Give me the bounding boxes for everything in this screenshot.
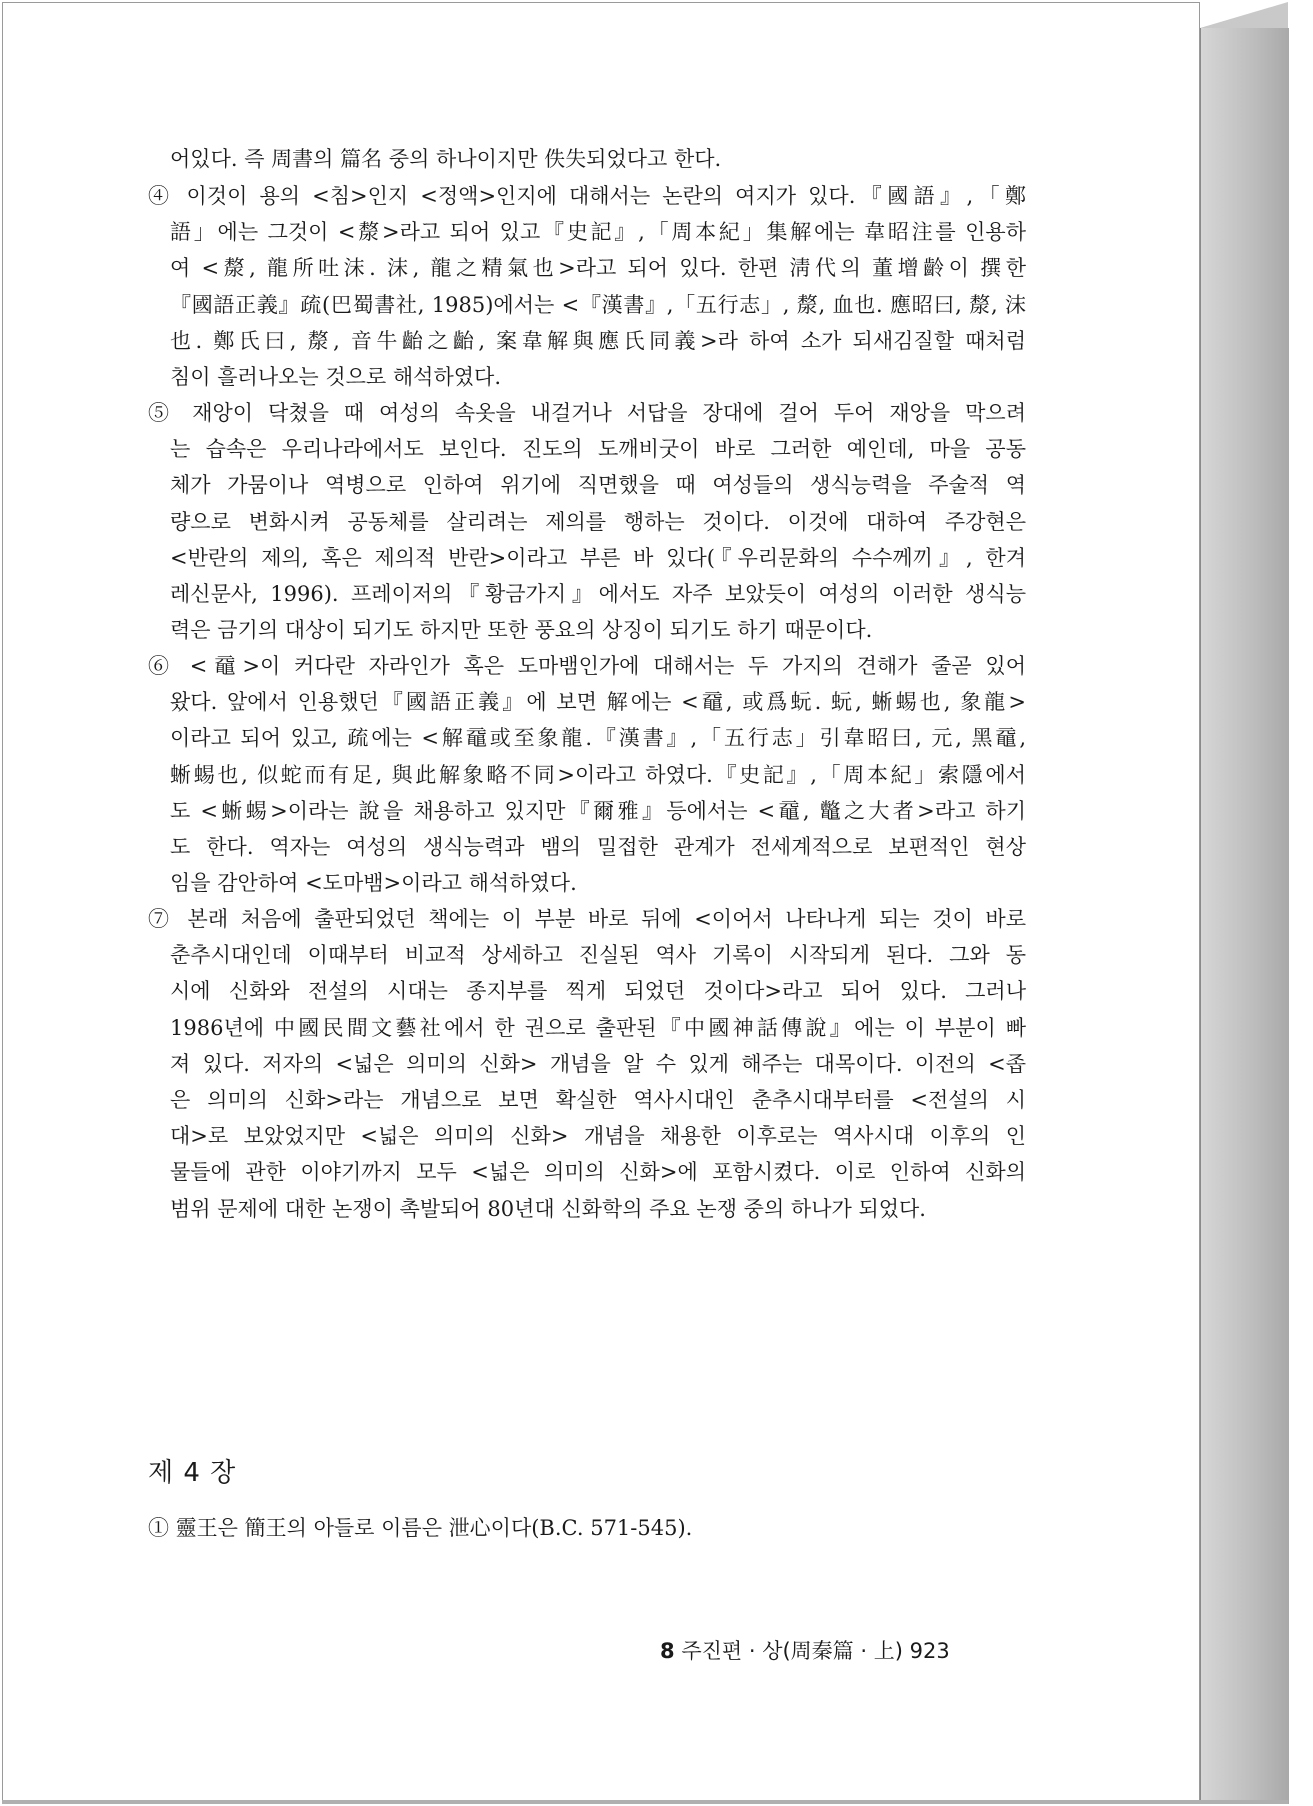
text-line: ⑥ <黿>이 커다란 자라인가 혹은 도마뱀인가에 대해서는 두 가지의 견해가 줄곧 있어 — [148, 654, 1026, 678]
page-stack-top — [1200, 2, 1288, 28]
text-line: 임을 감안하여 <도마뱀>이라고 해석하였다. — [170, 871, 577, 896]
note-4 — [148, 180, 1026, 397]
text-line: 물들에 관한 이야기까지 모두 <넓은 의미의 신화>에 포함시켰다. 이로 인하여 신화의 — [170, 1160, 1026, 1185]
text-line: ④ 이것이 용의 <침>인지 <정액>인지에 대해서는 논란의 여지가 있다.『國語』,「鄭 — [148, 184, 1026, 208]
text-line: 져 있다. 저자의 <넓은 의미의 신화> 개념을 알 수 있게 해주는 대목이다. 이전의 <좁 — [170, 1051, 1026, 1076]
text-line: 이라고 되어 있고, 疏에는 <解黿或至象龍.『漢書』,「五行志」引韋昭曰, 元, 黑黿, — [170, 726, 1026, 751]
text-line: 시에 신화와 전설의 시대는 종지부를 찍게 되었던 것이다>라고 되어 있다. 그러나 — [170, 979, 1026, 1004]
text-line: 은 의미의 신화>라는 개념으로 보면 확실한 역사시대인 춘추시대부터를 <전설의 시 — [170, 1087, 1026, 1112]
text-line: 也. 鄭氏曰, 漦, 音牛齝之齝, 案韋解與應氏同義>라 하여 소가 되새김질할 때처럼 — [170, 328, 1026, 353]
page-footer — [660, 1635, 950, 1665]
text-line: 대>로 보았었지만 <넓은 의미의 신화> 개념을 채용한 이후로는 역사시대 이후의 인 — [170, 1124, 1026, 1149]
text-line: ⑦ 본래 처음에 출판되었던 책에는 이 부분 바로 뒤에 <이어서 나타나게 되는 것이 바로 — [148, 907, 1026, 931]
chapter-note-1: ① 靈王은 簡王의 아들로 이름은 泄心이다(B.C. 571-545). — [148, 1516, 693, 1540]
text-line: 어있다. 즉 周書의 篇名 중의 하나이지만 佚失되었다고 한다. — [170, 147, 722, 171]
text-line: 도 <蜥蜴>이라는 說을 채용하고 있지만『爾雅』등에서는 <黿, 鼈之大者>라고 하기 — [170, 798, 1026, 823]
text-line: 語」에는 그것이 <漦>라고 되어 있고『史記』,「周本紀」集解에는 韋昭注를 인용하 — [170, 220, 1026, 245]
text-line: 량으로 변화시켜 공동체를 살리려는 제의를 행하는 것이다. 이것에 대하여 주강현은 — [170, 509, 1026, 534]
text-line: 왔다. 앞에서 인용했던『國語正義』에 보면 解에는 <黿, 或爲蚖. 蚖, 蜥蜴也, 象龍> — [170, 690, 1026, 715]
note-7 — [148, 903, 1026, 1229]
page-shadow — [2, 1800, 1288, 1804]
text-line: 레신문사, 1996). 프레이저의『황금가지』에서도 자주 보았듯이 여성의 이러한 생식능 — [170, 581, 1026, 606]
folio-title: 주진편 · 상(周秦篇 · 上) — [681, 1639, 903, 1663]
note-6 — [148, 650, 1026, 903]
text-line: 1986년에 中國民間文藝社에서 한 권으로 출판된『中國神話傳說』에는 이 부분이 빠 — [170, 1015, 1026, 1040]
text-line: <반란의 제의, 혹은 제의적 반란>이라고 부른 바 있다(『우리문화의 수수께끼』, 한겨 — [170, 545, 1026, 570]
folio-volume-number: 8 — [660, 1639, 675, 1663]
text-line: 침이 흘러나오는 것으로 해석하였다. — [170, 364, 501, 389]
page-number: 923 — [909, 1639, 950, 1663]
page-stack-edge — [1200, 28, 1289, 1804]
note-5 — [148, 397, 1026, 650]
chapter-heading: 제 4 장 — [148, 1458, 237, 1488]
text-line: 도 한다. 역자는 여성의 생식능력과 뱀의 밀접한 관계가 전세계적으로 보편적인 현상 — [170, 834, 1026, 859]
text-line: 범위 문제에 대한 논쟁이 촉발되어 80년대 신화학의 주요 논쟁 중의 하나가 되었다. — [170, 1196, 926, 1221]
text-line: 는 습속은 우리나라에서도 보인다. 진도의 도깨비굿이 바로 그러한 예인데, 마을 공동 — [170, 437, 1026, 462]
text-line: ⑤ 재앙이 닥쳤을 때 여성의 속옷을 내걸거나 서답을 장대에 걸어 두어 재앙을 막으려 — [148, 401, 1026, 425]
text-line: 춘추시대인데 이때부터 비교적 상세하고 진실된 역사 기록이 시작되게 된다. 그와 동 — [170, 943, 1026, 968]
text-line: 체가 가뭄이나 역병으로 인하여 위기에 직면했을 때 여성들의 생식능력을 주술적 역 — [170, 473, 1026, 498]
text-line: 력은 금기의 대상이 되기도 하지만 또한 풍요의 상징이 되기도 하기 때문이다. — [170, 618, 873, 643]
text-line: 『國語正義』疏(巴蜀書社, 1985)에서는 <『漢書』,「五行志」, 漦, 血也. 應昭曰, 漦, 沫 — [170, 292, 1026, 317]
note-continuation — [148, 143, 1026, 179]
text-line: 蜥蜴也, 似蛇而有足, 與此解象略不同>이라고 하였다.『史記』,「周本紀」索隱에서 — [170, 762, 1026, 787]
text-line: 여 <漦, 龍所吐沫. 沫, 龍之精氣也>라고 되어 있다. 한편 淸代의 董增齡이 撰한 — [170, 256, 1026, 281]
